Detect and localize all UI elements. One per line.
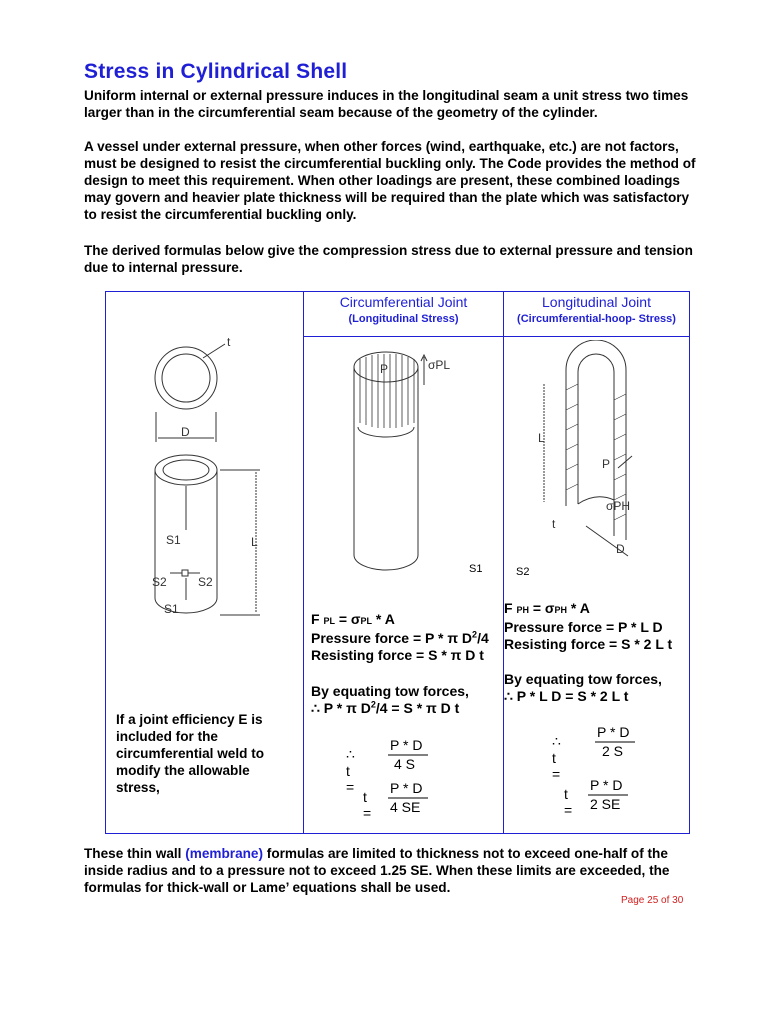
- header-title: Longitudinal Joint: [542, 294, 651, 310]
- s2-left-label: S2: [152, 575, 167, 589]
- diameter-label: D: [616, 542, 625, 556]
- figure-caption-s1: S1: [469, 563, 483, 575]
- paragraph-limits: These thin wall (membrane) formulas are limited to thickness not to exceed one-half of the inside radius and to a pressure not to exceed 1.25 SE. When these limits are exceeded, the formulas for thick-wall or Lame’ equations shall be used.: [84, 846, 670, 895]
- thickness-label: t: [552, 517, 556, 531]
- longitudinal-joint-header: [504, 294, 689, 325]
- force-equation: F PL = σPL * A: [311, 611, 395, 627]
- cylinder-shell-figure: [140, 330, 290, 630]
- paragraph-derived-formulas: The derived formulas below give the compression stress due to external pressure and tension due to internal pressure.: [84, 243, 693, 275]
- equating-equation: ∴ P * L D = S * 2 L t: [504, 688, 629, 704]
- circumferential-joint-header: [304, 294, 503, 325]
- length-label: L: [251, 535, 258, 549]
- longitudinal-equating: [504, 671, 662, 705]
- paragraph-external-pressure: A vessel under external pressure, when other forces (wind, earthquake, etc.) are not factors, must be designed to resist the circumferential buckling only. The Code provides the method of design to meet this requirement. When other loadings are present, these combined loadings may govern and heavier plate thickness will be required than the plate which was satisfactory to resist the circumferential buckling only.: [84, 139, 696, 222]
- diameter-label: D: [181, 425, 190, 439]
- resisting-force-equation: Resisting force = S * π D t: [311, 647, 484, 663]
- force-equation: F PH = σPH * A: [504, 600, 590, 616]
- length-label: L: [538, 431, 545, 445]
- pressure-force-equation: Pressure force = P * π $D^2/4$: [311, 629, 489, 646]
- longitudinal-joint-figure: [530, 340, 690, 570]
- equating-label: By equating tow forces,: [504, 671, 662, 687]
- header-subtitle: (Longitudinal Stress): [348, 313, 459, 325]
- paragraph-intro: Uniform internal or external pressure induces in the longitudinal seam a unit stress two times larger than in the circumferential seam because of the geometry of the cylinder.: [84, 88, 689, 120]
- pressure-label: P: [602, 457, 611, 471]
- header-subtitle: (Circumferential-hoop- Stress): [517, 313, 676, 325]
- equating-equation: ∴ P * π $D^2/4 = S * \pi$ D t: [311, 699, 460, 716]
- longitudinal-equations: [504, 600, 672, 653]
- joint-efficiency-note: If a joint efficiency E is included for the circumferential weld to modify the allowable stress,: [116, 712, 265, 795]
- sigma-pl-label: σPL: [428, 358, 451, 372]
- s2-right-label: S2: [198, 575, 213, 589]
- pressure-label: P: [380, 362, 389, 376]
- header-title: Circumferential Joint: [339, 294, 468, 310]
- circumferential-equating: [311, 683, 469, 717]
- pressure-force-equation: Pressure force = P * L D: [504, 619, 663, 635]
- equating-label: By equating tow forces,: [311, 683, 469, 699]
- resisting-force-equation: Resisting force = S * 2 L t: [504, 636, 673, 652]
- membrane-term: (membrane): [185, 846, 264, 861]
- circumferential-equations: [311, 611, 489, 664]
- page-title: Stress in Cylindrical Shell: [84, 60, 348, 83]
- figure-caption-s2: S2: [516, 566, 530, 578]
- s1-label: S1: [166, 533, 181, 547]
- page-number: Page 25 of 30: [621, 895, 684, 906]
- sigma-ph-label: σPH: [606, 499, 631, 513]
- thickness-label: t: [227, 335, 231, 349]
- table-divider: [503, 292, 504, 833]
- table-divider: [303, 292, 304, 833]
- table-header-divider: [303, 336, 689, 337]
- s1-bottom-label: S1: [164, 602, 179, 616]
- circumferential-joint-figure: [340, 345, 460, 585]
